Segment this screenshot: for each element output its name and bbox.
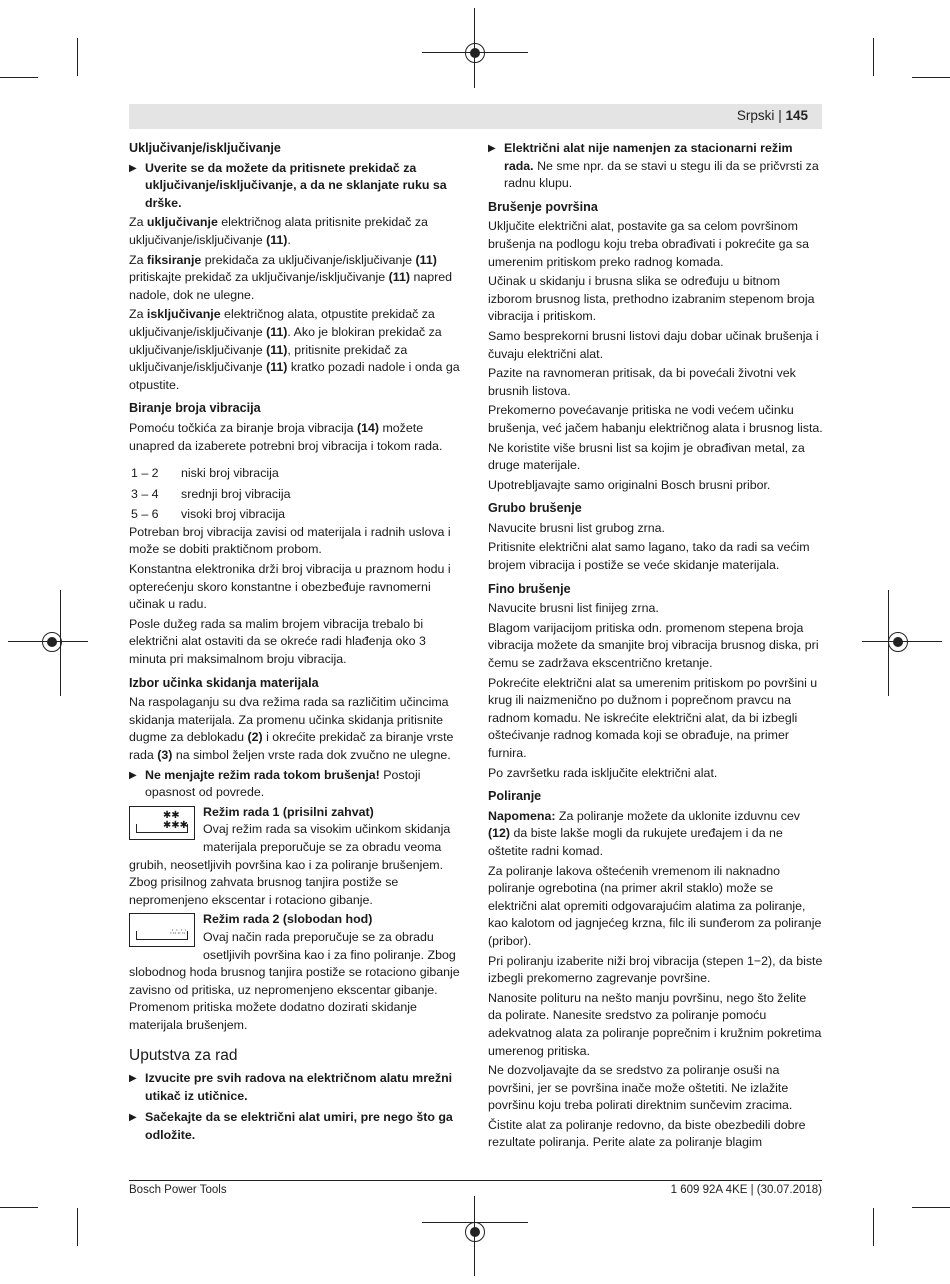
heading-removal: Izbor učinka skidanja materijala — [129, 675, 319, 690]
paragraph: Pomoću točkića za biranje broja vibracija (14) možete unapred da izaberete potrebni broj vibracija i tokom rada. — [129, 420, 443, 453]
mode-2-block — [129, 911, 464, 1034]
mode-2-title: Režim rada 2 (slobodan hod) — [203, 912, 373, 927]
paragraph: Navucite brusni list finijeg zrna. — [488, 601, 659, 616]
heading-onoff: Uključivanje/isključivanje — [129, 141, 281, 155]
paragraph: Čistite alat za poliranje redovno, da biste obezbedili dobre rezultate poliranja. Perite alate za poliranje blagim — [488, 1117, 806, 1150]
paragraph: Napomena: Za poliranje možete da uklonite izduvnu cev (12) da biste lakše mogli da rukujete uređajem i da ne oštetite radni komad. — [488, 808, 800, 858]
paragraph: Konstantna elektronika drži broj vibracija u praznom hodu i opterećenju skoro konstantne i obezbeđuje ravnomerni učinak u radu. — [129, 562, 451, 612]
page-header — [129, 104, 822, 129]
footer-doc-id: 1 609 92A 4KE | (30.07.2018) — [670, 1184, 822, 1196]
header-label — [737, 108, 808, 123]
paragraph: Ne dozvoljavajte da se sredstvo za poliranje osuši na površini, jer se površina inače može oštetiti. Ne izlažite površinu koju treba polirati direktnim sunčevim zracima. — [488, 1063, 793, 1113]
vibration-row: 1 – 2 niski broj vibracija — [131, 466, 279, 481]
paragraph: Pri poliranju izaberite niži broj vibracija (stepen 1−2), da biste izbegli prekomerno zagrevanje površine. — [488, 953, 823, 986]
bullet-arrow-icon: ▶ — [129, 769, 137, 781]
crop-mark — [873, 1208, 874, 1246]
paragraph: Ne koristite više brusni list sa kojim je obrađivan metal, za druge materijale. — [488, 440, 805, 473]
heading-polishing: Poliranje — [488, 789, 542, 804]
paragraph: Učinak u skidanju i brusna slika se određuju u bitnom izborom brusnog lista, prethodno izabranim stepenom broja vibracija i pritiskom. — [488, 274, 815, 324]
paragraph: Navucite brusni list grubog zrna. — [488, 520, 665, 535]
footer-divider — [129, 1180, 822, 1181]
paragraph: Za uključivanje električnog alata pritisnite prekidač za uključivanje/isključivanje (11). — [129, 215, 428, 247]
footer-publisher: Bosch Power Tools — [129, 1184, 227, 1196]
warning-bullet — [129, 160, 464, 213]
crop-mark — [77, 1208, 78, 1246]
registration-mark-icon — [465, 43, 485, 63]
mode-1-block — [129, 804, 464, 910]
crop-mark — [0, 77, 38, 78]
bullet-arrow-icon: ▶ — [129, 1112, 137, 1124]
paragraph: Pokrećite električni alat sa umerenim pritiskom po površini u krug ili naizmenično po dužnom i poprečnom pravcu na radnom komadu. Ne iskrećite električni alat, da bi izbegli oštećivanje radnog komada koji se obrađuje, na primer furnira. — [488, 675, 818, 760]
right-column — [488, 140, 823, 1154]
vibration-row: 3 – 4 srednji broj vibracija — [131, 486, 291, 501]
mode-1-text: Ovaj režim rada sa visokim učinkom skidanja materijala preporučuje se za obradu veoma grubih, neosetljivih površina kao i za poliranje brušenjem. Zbog prisilnog zahvata brusnog tanjira postiže se nepromenjeno ekscentar i rotaciono gibanje. — [129, 822, 451, 907]
page-number: 145 — [785, 108, 808, 123]
crop-mark — [77, 38, 78, 76]
warning-bullet: ▶ Ne menjajte režim rada tokom brušenja! Postoji opasnost od povrede. — [129, 767, 421, 800]
header-separator: | — [778, 108, 782, 123]
section-name: Srpski — [736, 108, 775, 123]
left-column — [129, 140, 464, 1146]
paragraph: Posle dužeg rada sa malim brojem vibracija trebalo bi električni alat ostaviti da se okreće radi hlađenja oko 3 minuta pri maksimalnom broju vibracija. — [129, 616, 426, 667]
registration-mark-icon — [465, 1222, 485, 1242]
mode-2-text: Ovaj način rada preporučuje se za obradu osetljivih površina kao i za fino poliranje. Zbog slobodnog hoda brusnog tanjira postiže se rotaciono gibanje zavisno od pritiska, uz nepromenjeno ekscentar gibanje. Promenom pritiska možete dodatno dozirati skidanje materijala brušenjem. — [129, 929, 460, 1032]
warning-bullet: ▶ Sačekajte da se električni alat umiri, pre nego što ga odložite. — [129, 1110, 453, 1142]
paragraph: Pazite na ravnomeran pritisak, da bi povećali životni vek brusnih listova. — [488, 366, 796, 398]
crop-mark — [873, 38, 874, 76]
paragraph: Samo besprekorni brusni listovi daju dobar učinak brušenja i čuvaju električni alat. — [488, 328, 819, 361]
paragraph: Blagom varijacijom pritiska odn. promenom stepena broja vibracija možete da smanjite broj vibracija brusnog diska, pri čemu se zadržava ekscentrično kretanje. — [488, 620, 819, 671]
heading-sanding: Brušenje površina — [488, 199, 598, 214]
paragraph: Upotrebljavajte samo originalni Bosch brusni pribor. — [488, 477, 771, 492]
paragraph: Na raspolaganju su dva režima rada sa različitim učincima skidanja materijala. Za promenu učinka skidanja pritisnite dugme za deblokadu (2) i okrećite prekidač za biranje vrste rada (3) na simbol željen vrste rada dok zvučno ne ulegne. — [129, 695, 454, 762]
heading-vibration: Biranje broja vibracija — [129, 401, 261, 416]
crop-mark — [0, 1207, 38, 1208]
registration-mark-icon — [888, 632, 908, 652]
crop-mark — [912, 1207, 950, 1208]
crop-mark — [912, 77, 950, 78]
warning-bullet: ▶ Izvucite pre svih radova na električnom alatu mrežni utikač iz utičnice. — [129, 1071, 453, 1103]
paragraph: Nanosite polituru na nešto manju površinu, nego što želite da polirate. Nanesite sredstvo za poliranje pomoću adekvatnog alata za poliranje poprečnim i kružnim pokretima umerenog pritiska. — [488, 990, 822, 1058]
bullet-arrow-icon: ▶ — [129, 1073, 137, 1085]
heading-fine: Fino brušenje — [488, 581, 571, 596]
paragraph: Prekomerno povećavanje pritiska ne vodi većem učinku brušenja, već jačem habanju električnog alata i brusnog lista. — [488, 403, 823, 435]
paragraph: Za poliranje lakova oštećenih vremenom ili naknadno poliranje ogrebotina (na primer akril staklo) može se električni alat opremiti odgovarajućim alatima za poliranje, kao kalotom od jagnjećeg krzna, filc ili sunđerom za poliranje (pribor). — [488, 863, 822, 948]
paragraph: Pritisnite električni alat samo lagano, tako da radi sa većim brojem vibracija i postiže se veće skidanje materijala. — [488, 540, 810, 573]
paragraph: Potreban broj vibracija zavisi od materijala i radnih uslova i može se dobiti praktičnom probom. — [129, 524, 451, 557]
bullet-text: Uverite se da možete da pritisnete prekidač za uključivanje/isključivanje, a da ne sklanjate ruku sa drške. — [145, 160, 447, 210]
heading-instructions: Uputstva za rad — [129, 1046, 238, 1064]
bullet-arrow-icon: ▶ — [488, 143, 496, 154]
bullet-arrow-icon: ▶ — [129, 162, 137, 174]
warning-bullet: ▶ Električni alat nije namenjen za stacionarni režim rada. Ne sme npr. da se stavi u stegu ili da se pričvrsti za radnu klupu. — [488, 141, 819, 191]
mode-2-free-icon: ∴∴∴∴ — [129, 913, 195, 947]
mode-1-forced-icon: ✱✱ ✱✱✱ — [129, 806, 195, 840]
heading-coarse: Grubo brušenje — [488, 501, 582, 516]
paragraph: Za isključivanje električnog alata, otpustite prekidač za uključivanje/isključivanje (11). Ako je blokiran prekidač za uključivanje/isključivanje (11), pritisnite prekidač za uključivanje/isključivanje (11) kratko pozadi nadole i onda ga otpustite. — [129, 307, 460, 392]
registration-mark-icon — [42, 632, 62, 652]
vibration-row: 5 – 6 visoki broj vibracija — [131, 507, 285, 522]
mode-1-title: Režim rada 1 (prisilni zahvat) — [203, 804, 374, 819]
paragraph: Uključite električni alat, postavite ga sa celom površinom brušenja na podlogu koju treba obrađivati i pokrećite ga sa umerenim pritiskom preko radnog komada. — [488, 219, 809, 269]
paragraph: Za fiksiranje prekidača za uključivanje/isključivanje (11) pritiskajte prekidač za uključivanje/isključivanje (11) napred nadole, dok ne ulegne. — [129, 252, 453, 302]
paragraph: Po završetku rada isključite električni alat. — [488, 765, 718, 780]
